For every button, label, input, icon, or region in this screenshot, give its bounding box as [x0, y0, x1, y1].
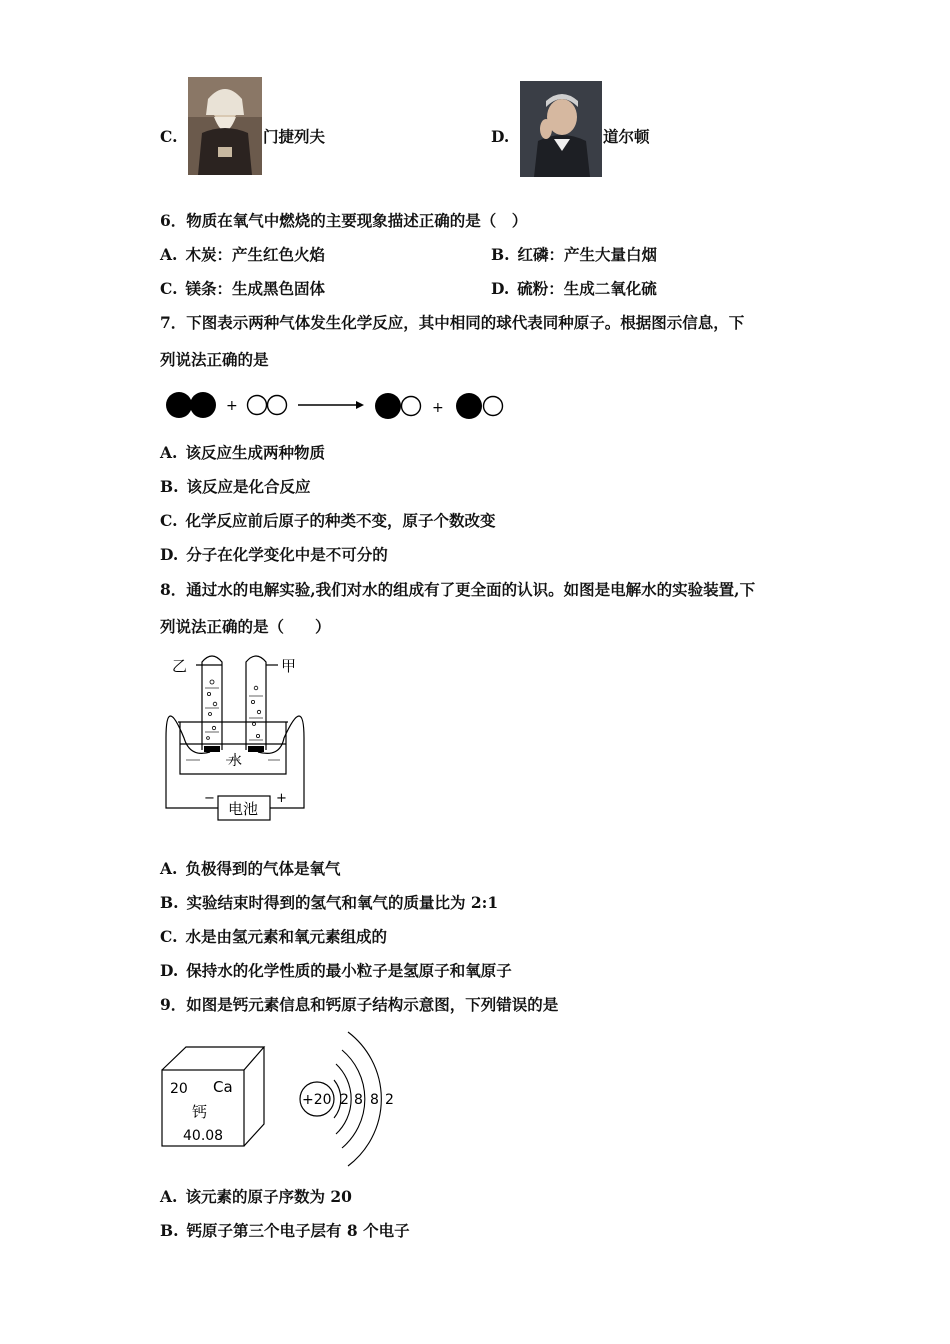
q9-option-b: B. 钙原子第三个电子层有 8 个电子 — [160, 1221, 410, 1240]
q8-option-a: A. 负极得到的气体是氧气 — [160, 859, 341, 878]
reactant-molecule-white — [248, 396, 287, 415]
negative-terminal: − — [204, 791, 215, 806]
reaction-arrow — [298, 401, 364, 409]
q6-option-a: A. 木炭：产生红色火焰 — [160, 245, 325, 264]
q7-option-a: A. 该反应生成两种物质 — [160, 443, 325, 462]
question-9-stem: 9．如图是钙元素信息和钙原子结构示意图，下列错误的是 — [160, 995, 559, 1014]
question-8-stem-line1: 8．通过水的电解实验,我们对水的组成有了更全面的认识。如图是电解水的实验装置,下 — [160, 580, 756, 599]
option-c-label: C. — [160, 127, 178, 146]
product-molecule-2 — [456, 393, 503, 419]
plus-sign: + — [226, 398, 238, 414]
option-c-text: 门捷列夫 — [263, 127, 326, 146]
q9-option-a: A. 该元素的原子序数为 20 — [160, 1187, 352, 1206]
shell-1-electrons: 2 — [340, 1092, 349, 1108]
left-tube-label: 乙 — [172, 657, 188, 675]
positive-terminal: + — [276, 791, 287, 806]
element-name: 钙 — [192, 1103, 208, 1121]
q7-option-c: C. 化学反应前后原子的种类不变，原子个数改变 — [160, 511, 496, 530]
shell-3-electrons: 8 — [370, 1092, 379, 1108]
shell-4-electrons: 2 — [385, 1092, 394, 1108]
question-8-stem-line2: 列说法正确的是（ ） — [160, 617, 331, 636]
product-molecule-1 — [375, 393, 421, 419]
reactant-molecule-black — [166, 392, 216, 418]
atomic-structure-diagram — [296, 1026, 406, 1172]
plus-sign: + — [432, 400, 444, 416]
question-7-stem-line2: 列说法正确的是 — [160, 350, 269, 369]
q6-option-c: C. 镁条：生成黑色固体 — [160, 279, 325, 298]
q6-option-b: B. 红磷：产生大量白烟 — [491, 245, 658, 264]
atomic-number: 20 — [170, 1081, 188, 1097]
atomic-mass: 40.08 — [183, 1128, 224, 1144]
water-label: 水 — [228, 753, 242, 769]
q8-option-d: D. 保持水的化学性质的最小粒子是氢原子和氧原子 — [160, 961, 512, 980]
element-symbol: Ca — [213, 1078, 233, 1096]
q7-option-d: D. 分子在化学变化中是不可分的 — [160, 545, 388, 564]
question-6-stem: 6．物质在氧气中燃烧的主要现象描述正确的是（ ） — [160, 211, 528, 230]
reaction-diagram — [160, 386, 520, 426]
q8-option-c: C. 水是由氢元素和氧元素组成的 — [160, 927, 387, 946]
option-d-label: D. — [491, 127, 510, 146]
shell-2-electrons: 8 — [354, 1092, 363, 1108]
mendeleev-portrait — [188, 77, 262, 175]
electrolysis-apparatus — [160, 648, 320, 826]
q8-option-b: B. 实验结束时得到的氢气和氧气的质量比为 2:1 — [160, 893, 499, 912]
nucleus-charge: +20 — [302, 1092, 332, 1108]
element-card — [158, 1044, 270, 1150]
dalton-portrait — [520, 81, 602, 177]
battery-label: 电池 — [228, 800, 259, 818]
question-7-stem-line1: 7．下图表示两种气体发生化学反应，其中相同的球代表同种原子。根据图示信息，下 — [160, 313, 745, 332]
right-tube-label: 甲 — [281, 657, 297, 675]
q7-option-b: B. 该反应是化合反应 — [160, 477, 311, 496]
q6-option-d: D. 硫粉：生成二氧化硫 — [491, 279, 657, 298]
option-d-text: 道尔顿 — [603, 127, 650, 146]
